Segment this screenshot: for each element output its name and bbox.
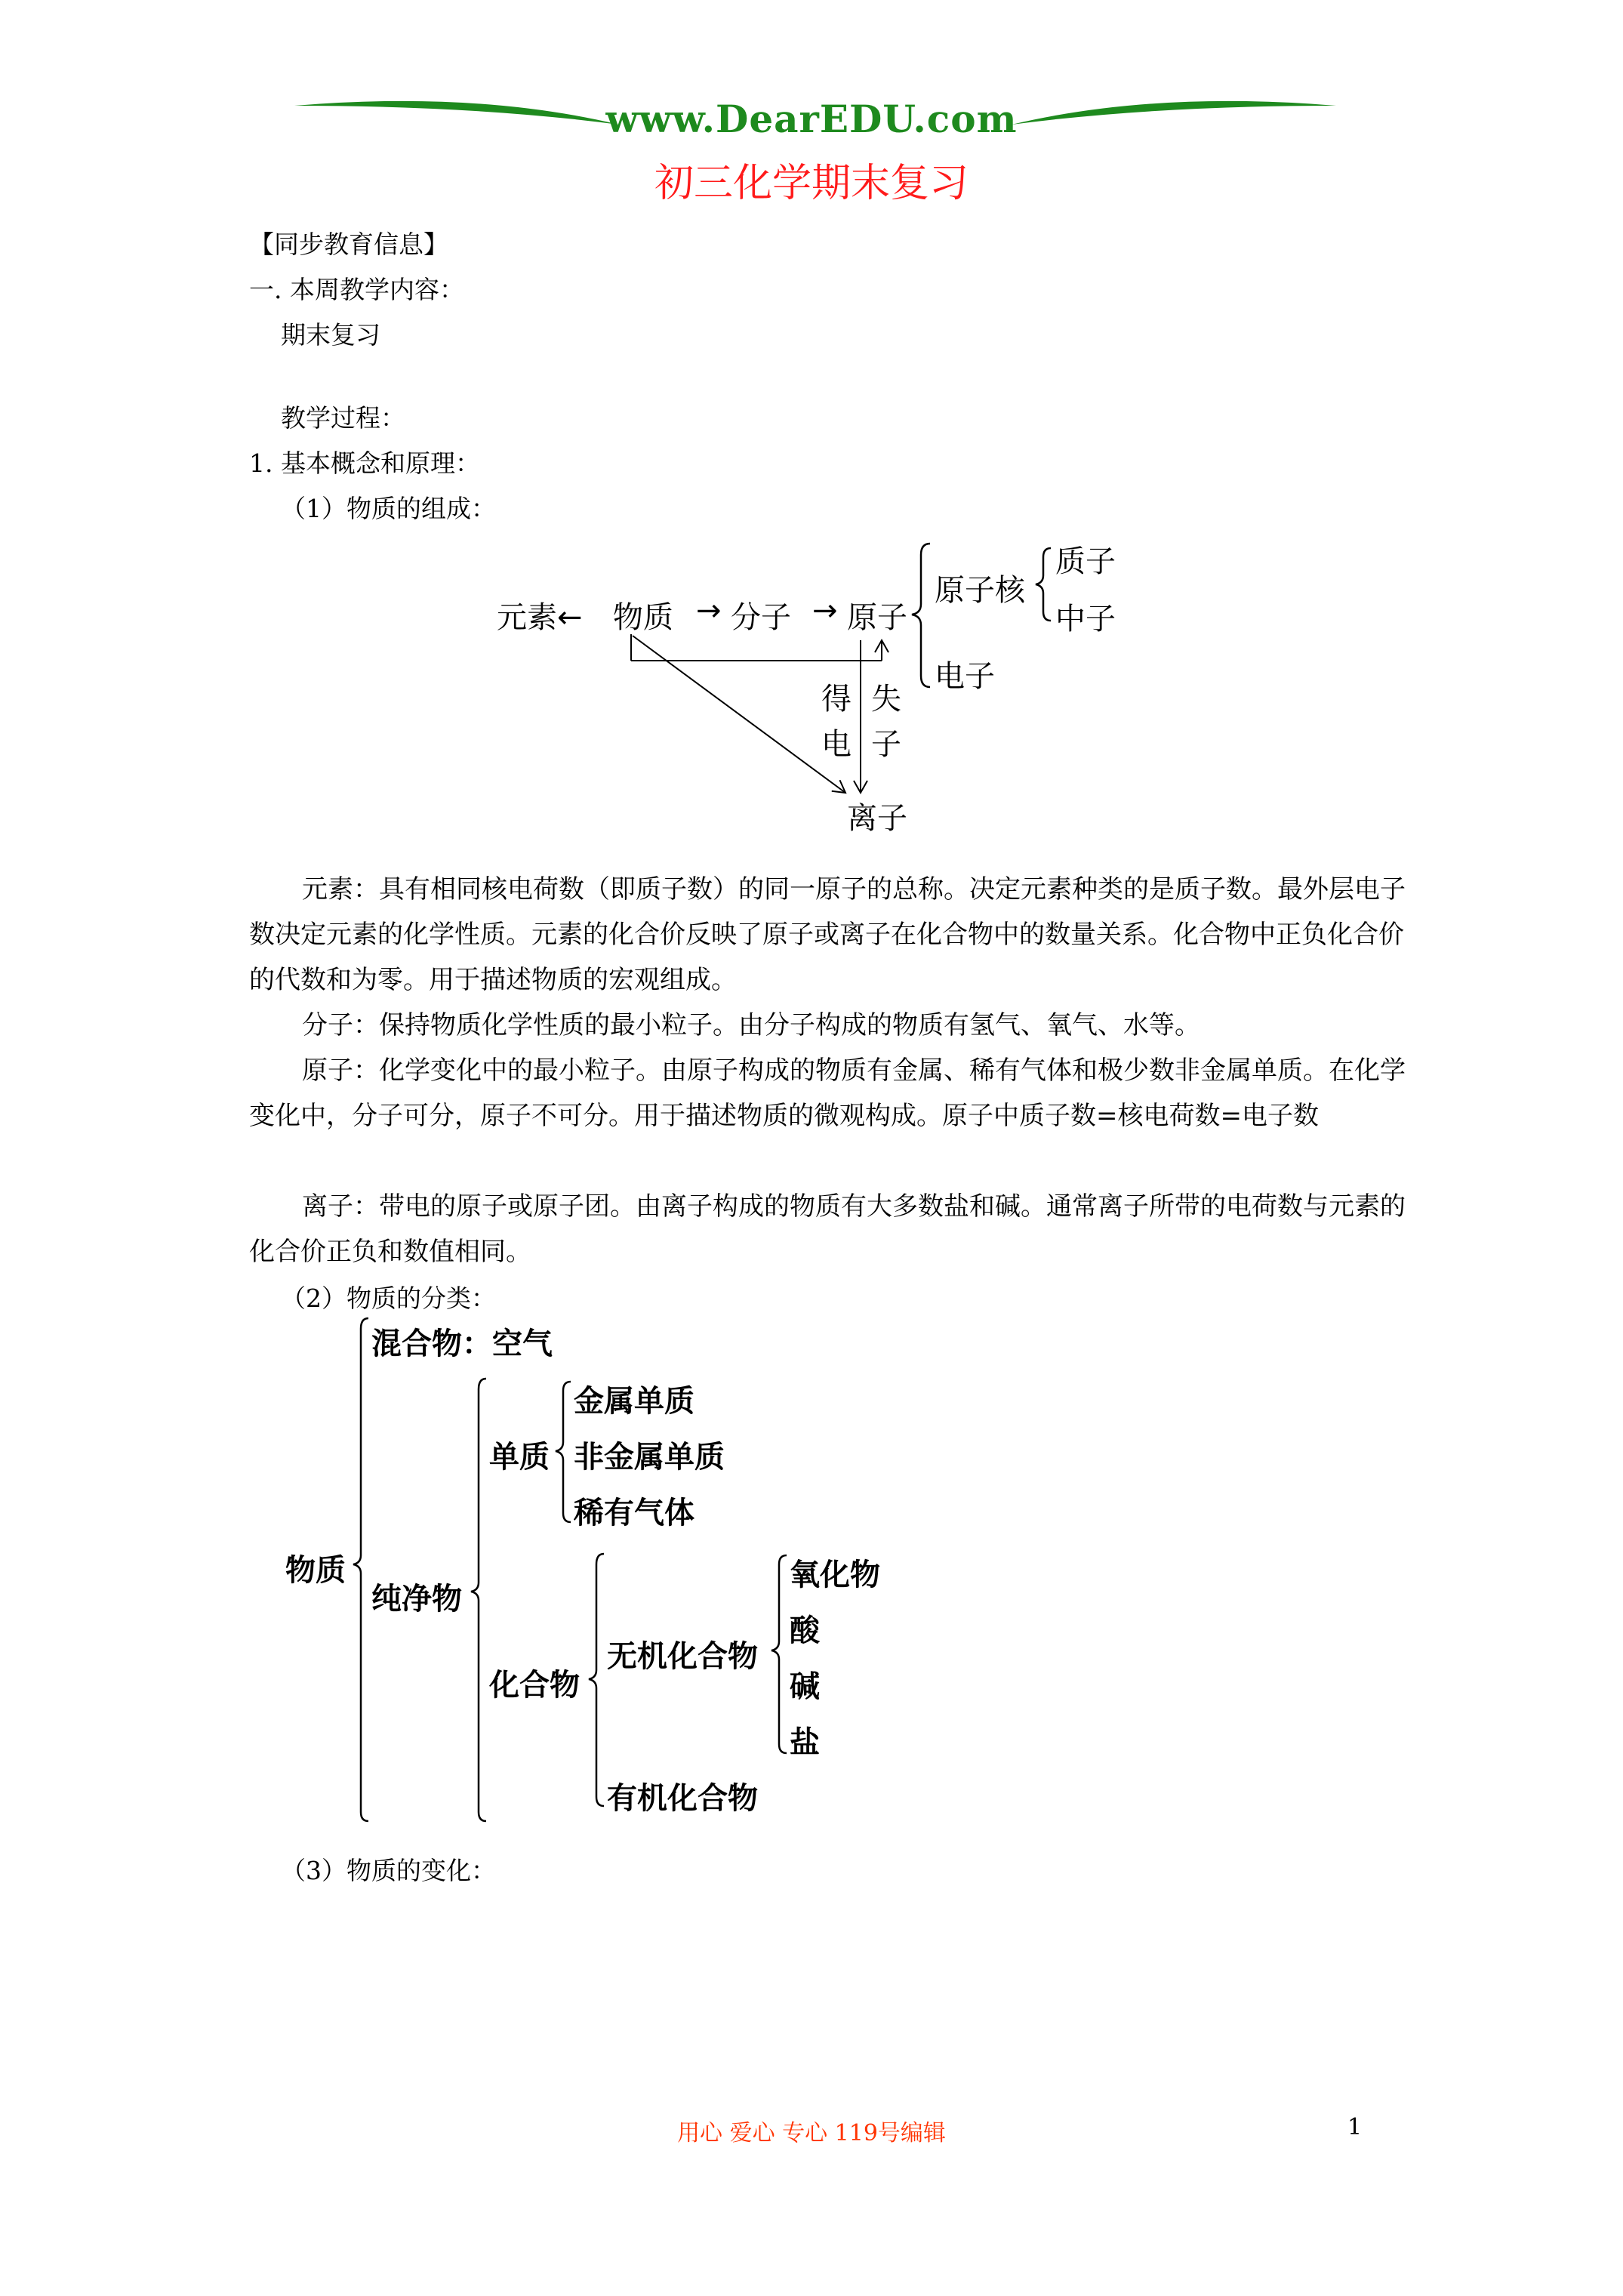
inorganic-brace [771, 1555, 787, 1753]
site-url[interactable]: www.DearEDU.com [605, 97, 1018, 141]
neutron-label: 中子 [1055, 602, 1116, 636]
class-acid: 酸 [790, 1613, 820, 1648]
class-base: 碱 [790, 1669, 820, 1704]
process-heading: 教学过程： [281, 403, 405, 433]
item1-heading: 一. 本周教学内容： [249, 275, 464, 304]
arrow-molecule-atom: → [812, 593, 838, 628]
sub2-heading: （2）物质的分类： [281, 1284, 496, 1313]
document-title: 初三化学期末复习 [654, 161, 969, 206]
ion-label: 离子 [847, 801, 907, 836]
point1-heading: 1. 基本概念和原理： [249, 448, 480, 478]
pure-brace [471, 1379, 486, 1821]
page-number: 1 [1347, 2114, 1363, 2140]
root-brace [353, 1318, 368, 1821]
molecule-label: 分子 [731, 600, 791, 635]
class-salt: 盐 [790, 1725, 820, 1760]
definition-element: 元素：具有相同核电荷数（即质子数）的同一原子的总称。决定元素种类的是质子数。最外层电子数决定元素的化学性质。元素的化合价反映了原子或离子在化合物中的数量关系。化合物中正负化合价的代数和为零。用于描述物质的宏观组成。 [249, 874, 1406, 995]
proton-label: 质子 [1055, 544, 1116, 579]
nucleus-label: 原子核 [935, 573, 1025, 608]
section-heading: 【同步教育信息】 [249, 230, 448, 259]
class-noble-gas: 稀有气体 [574, 1496, 694, 1530]
compound-brace [589, 1554, 604, 1806]
lose-electron-char1: 失 [871, 682, 901, 717]
sub1-heading: （1）物质的组成： [281, 494, 496, 523]
definition-ion: 离子：带电的原子或原子团。由离子构成的物质有大多数盐和碱。通常离子所带的电荷数与元素的化合价正负和数值相同。 [249, 1191, 1406, 1267]
class-inorganic: 无机化合物 [607, 1639, 758, 1674]
element-label: 元素← [497, 600, 583, 635]
lose-electron-char2: 子 [871, 727, 901, 762]
class-simple: 单质 [489, 1440, 550, 1475]
definition-atom: 原子：化学变化中的最小粒子。由原子构成的物质有金属、稀有气体和极少数非金属单质。在化学变化中，分子可分，原子不可分。用于描述物质的微观构成。原子中质子数=核电荷数=电子数 [249, 1056, 1406, 1131]
definition-molecule: 分子：保持物质化学性质的最小粒子。由分子构成的物质有氢气、氧气、水等。 [302, 1010, 1200, 1040]
atom-label: 原子 [847, 600, 907, 635]
class-metal: 金属单质 [574, 1384, 694, 1419]
class-root: 物质 [285, 1553, 346, 1588]
substance-label: 物质 [613, 600, 673, 635]
gain-electron-char2: 电 [821, 727, 852, 762]
class-mixture: 混合物：空气 [371, 1327, 553, 1361]
class-organic: 有机化合物 [607, 1781, 758, 1816]
electron-label: 电子 [935, 659, 995, 694]
class-nonmetal: 非金属单质 [574, 1440, 725, 1475]
class-compound: 化合物 [489, 1668, 580, 1703]
class-pure: 纯净物 [371, 1582, 462, 1616]
arrow-substance-molecule: → [696, 593, 722, 628]
gain-electron-char1: 得 [821, 682, 852, 717]
footer-text: 用心 爱心 专心 119号编辑 [677, 2120, 946, 2147]
simple-brace [556, 1382, 571, 1522]
item1-content: 期末复习 [281, 320, 380, 350]
sub3-heading: （3）物质的变化： [281, 1856, 496, 1885]
class-oxide: 氧化物 [790, 1558, 880, 1592]
